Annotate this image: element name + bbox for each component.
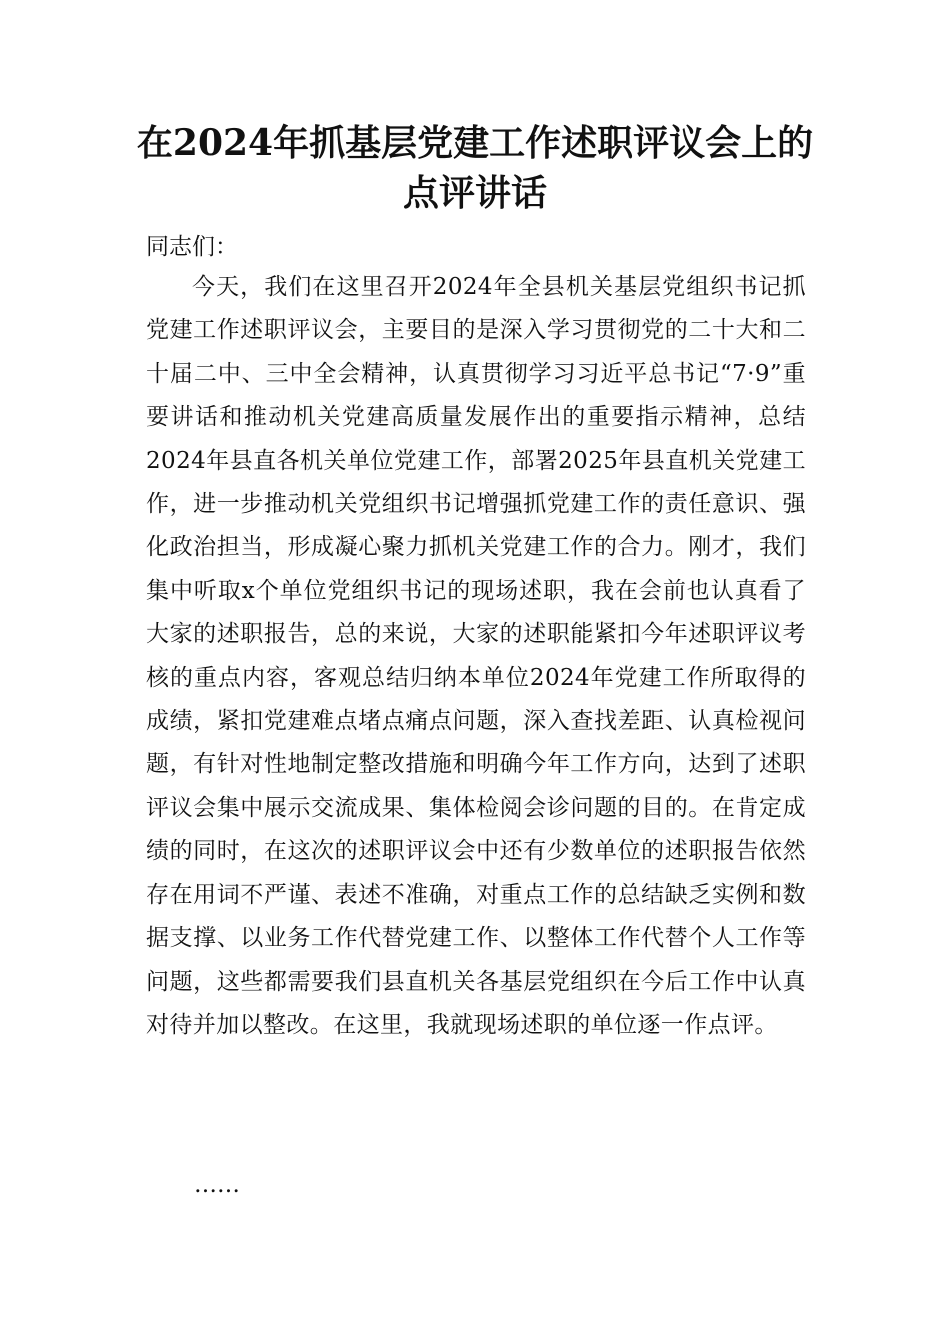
- title-line-2: 点评讲话: [402, 172, 547, 214]
- continuation-ellipsis: ……: [194, 1172, 240, 1198]
- speech-paragraph: 今天，我们在这里召开2024年全县机关基层党组织书记抓党建工作述职评议会，主要目的是深入学习贯彻党的二十大和二十届二中、三中全会精神，认真贯彻学习习近平总书记“7·9”重要讲话和推动机关党建高质量发展作出的重要指示精神，总结2024年县直各机关单位党建工作，部署2025年县直机关党建工作，进一步推动机关党组织书记增强抓党建工作的责任意识、强化政治担当，形成凝心聚力抓机关党建工作的合力。刚才，我们集中听取x个单位党组织书记的现场述职，我在会前也认真看了大家的述职报告，总的来说，大家的述职能紧扣今年述职评议考核的重点内容，客观总结归纳本单位2024年党建工作所取得的成绩，紧扣党建难点堵点痛点问题，深入查找差距、认真检视问题，有针对性地制定整改措施和明确今年工作方向，达到了述职评议会集中展示交流成果、集体检阅会诊问题的目的。在肯定成绩的同时，在这次的述职评议会中还有少数单位的述职报告依然存在用词不严谨、表述不准确，对重点工作的总结缺乏实例和数据支撑、以业务工作代替党建工作、以整体工作代替个人工作等问题，这些都需要我们县直机关各基层党组织在今后工作中认真对待并加以整改。在这里，我就现场述职的单位逐一作点评。: [146, 274, 806, 1038]
- document-title: [120, 118, 830, 218]
- title-line-1: 在2024年抓基层党建工作述职评议会上的: [136, 122, 814, 164]
- salutation: 同志们：: [146, 234, 238, 260]
